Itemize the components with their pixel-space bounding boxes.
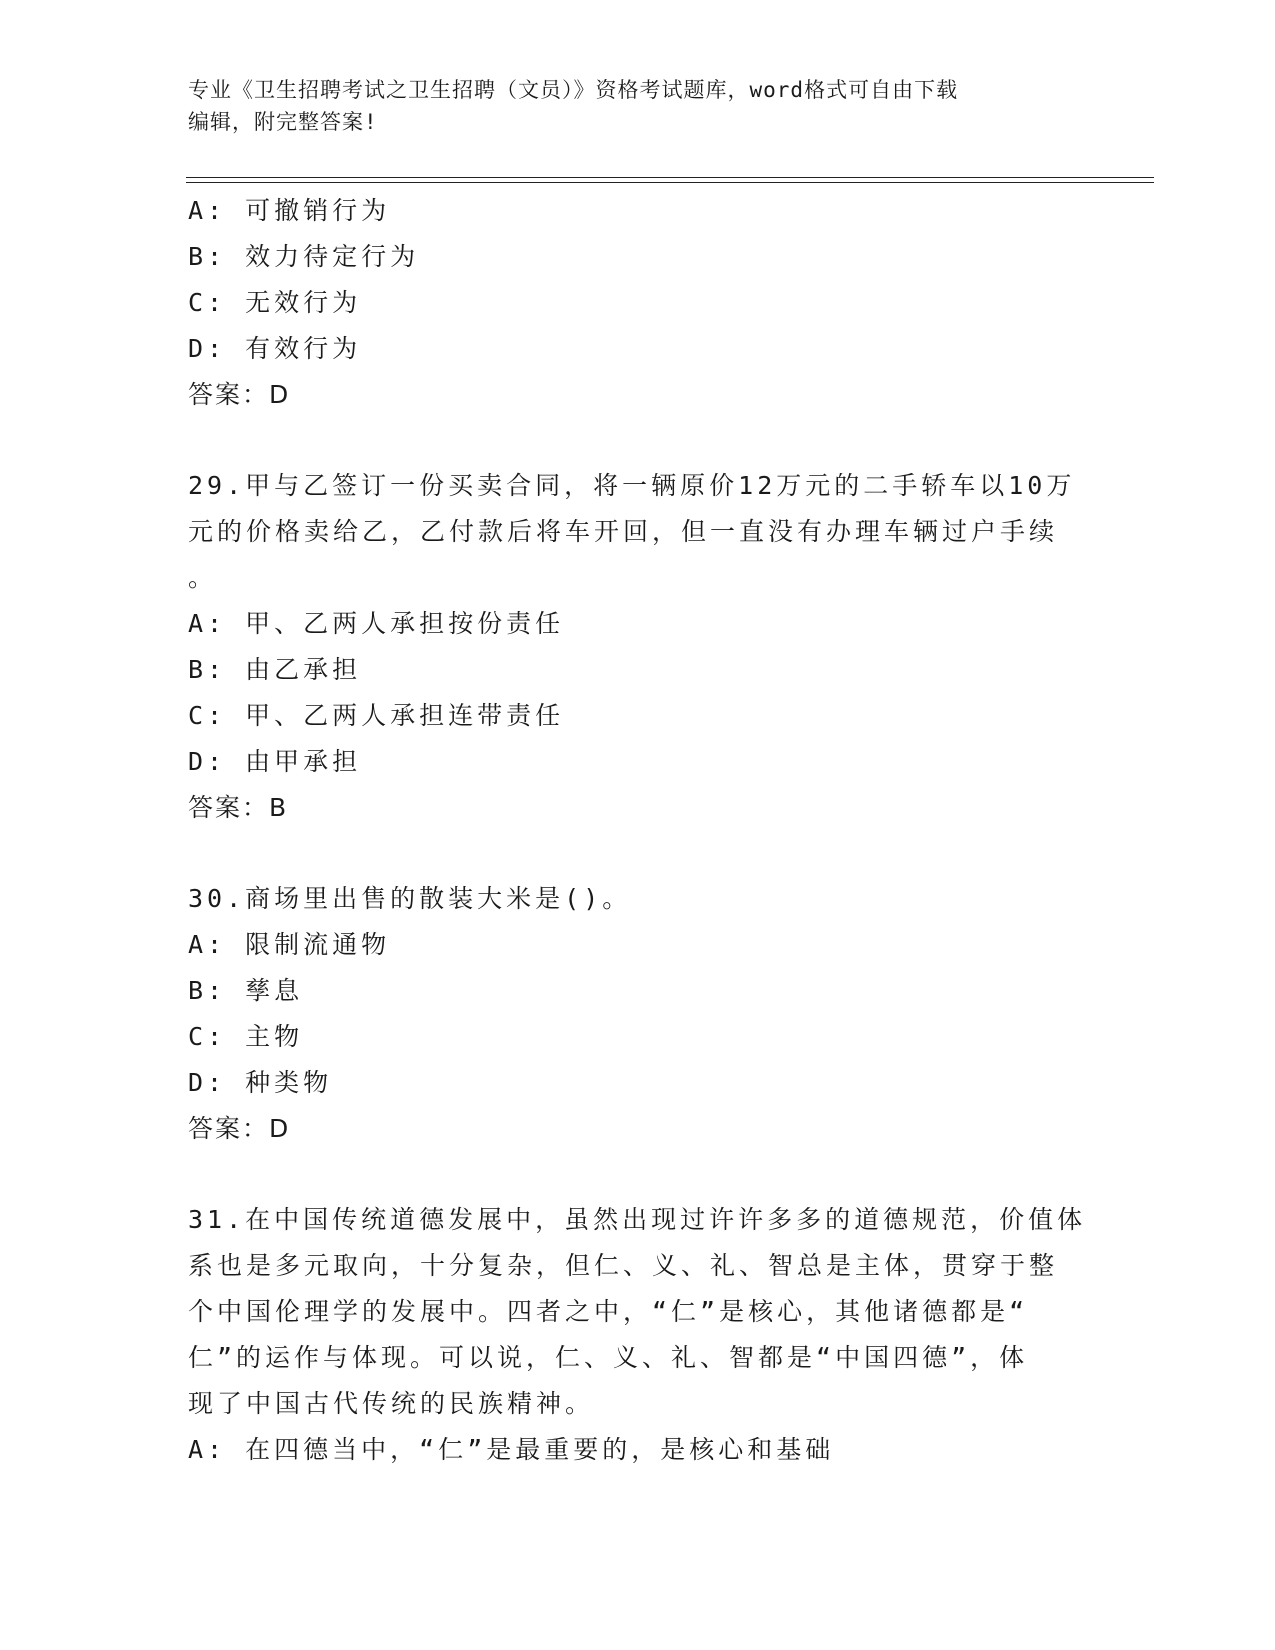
option-a: A: 可撤销行为: [188, 196, 391, 225]
stem-line: 系也是多元取向，十分复杂，但仁、义、礼、智总是主体，贯穿于整: [188, 1251, 1059, 1280]
option-a: A: 甲、乙两人承担按份责任: [188, 609, 565, 638]
stem-line: 29.甲与乙签订一份买卖合同，将一辆原价12万元的二手轿车以10万: [188, 471, 1076, 500]
question-stem: [188, 463, 1088, 601]
option-c: C: 甲、乙两人承担连带责任: [188, 701, 565, 730]
option-d: D: 种类物: [188, 1068, 333, 1097]
answer: 答案：D: [188, 380, 291, 409]
stem-line: 元的价格卖给乙，乙付款后将车开回，但一直没有办理车辆过户手续: [188, 517, 1059, 546]
question-list: [188, 188, 1088, 1473]
answer: 答案：D: [188, 1114, 291, 1143]
option-b: B: 由乙承担: [188, 655, 362, 684]
header-line-1: 专业《卫生招聘考试之卫生招聘（文员）》资格考试题库，word格式可自由下载: [188, 78, 959, 102]
option-b: B: 孳息: [188, 976, 304, 1005]
option-b: B: 效力待定行为: [188, 242, 420, 271]
option-d: D: 有效行为: [188, 334, 362, 363]
stem-line: 个中国伦理学的发展中。四者之中，“仁”是核心，其他诸德都是“: [188, 1297, 1029, 1326]
question-stem: [188, 1197, 1088, 1427]
header-divider-top: [186, 177, 1154, 178]
header-line-2: 编辑，附完整答案!: [188, 110, 378, 134]
option-c: C: 无效行为: [188, 288, 362, 317]
option-a: A: 在四德当中，“仁”是最重要的，是核心和基础: [188, 1435, 835, 1464]
question-stem: [188, 876, 1088, 922]
option-c: C: 主物: [188, 1022, 304, 1051]
option-a: A: 限制流通物: [188, 930, 391, 959]
question-28: [188, 188, 1088, 418]
answer: 答案：B: [188, 793, 289, 822]
header-divider-bottom: [186, 182, 1154, 183]
stem-line: 。: [188, 563, 218, 592]
question-29: [188, 463, 1088, 831]
option-d: D: 由甲承担: [188, 747, 362, 776]
question-31: [188, 1197, 1088, 1473]
stem-line: 31.在中国传统道德发展中，虽然出现过许许多多的道德规范，价值体: [188, 1205, 1087, 1234]
question-30: [188, 876, 1088, 1152]
document-header: [188, 74, 1088, 138]
stem-line: 30.商场里出售的散装大米是()。: [188, 884, 632, 913]
stem-line: 仁”的运作与体现。可以说，仁、义、礼、智都是“中国四德”，体: [188, 1343, 1029, 1372]
stem-line: 现了中国古代传统的民族精神。: [188, 1389, 595, 1418]
